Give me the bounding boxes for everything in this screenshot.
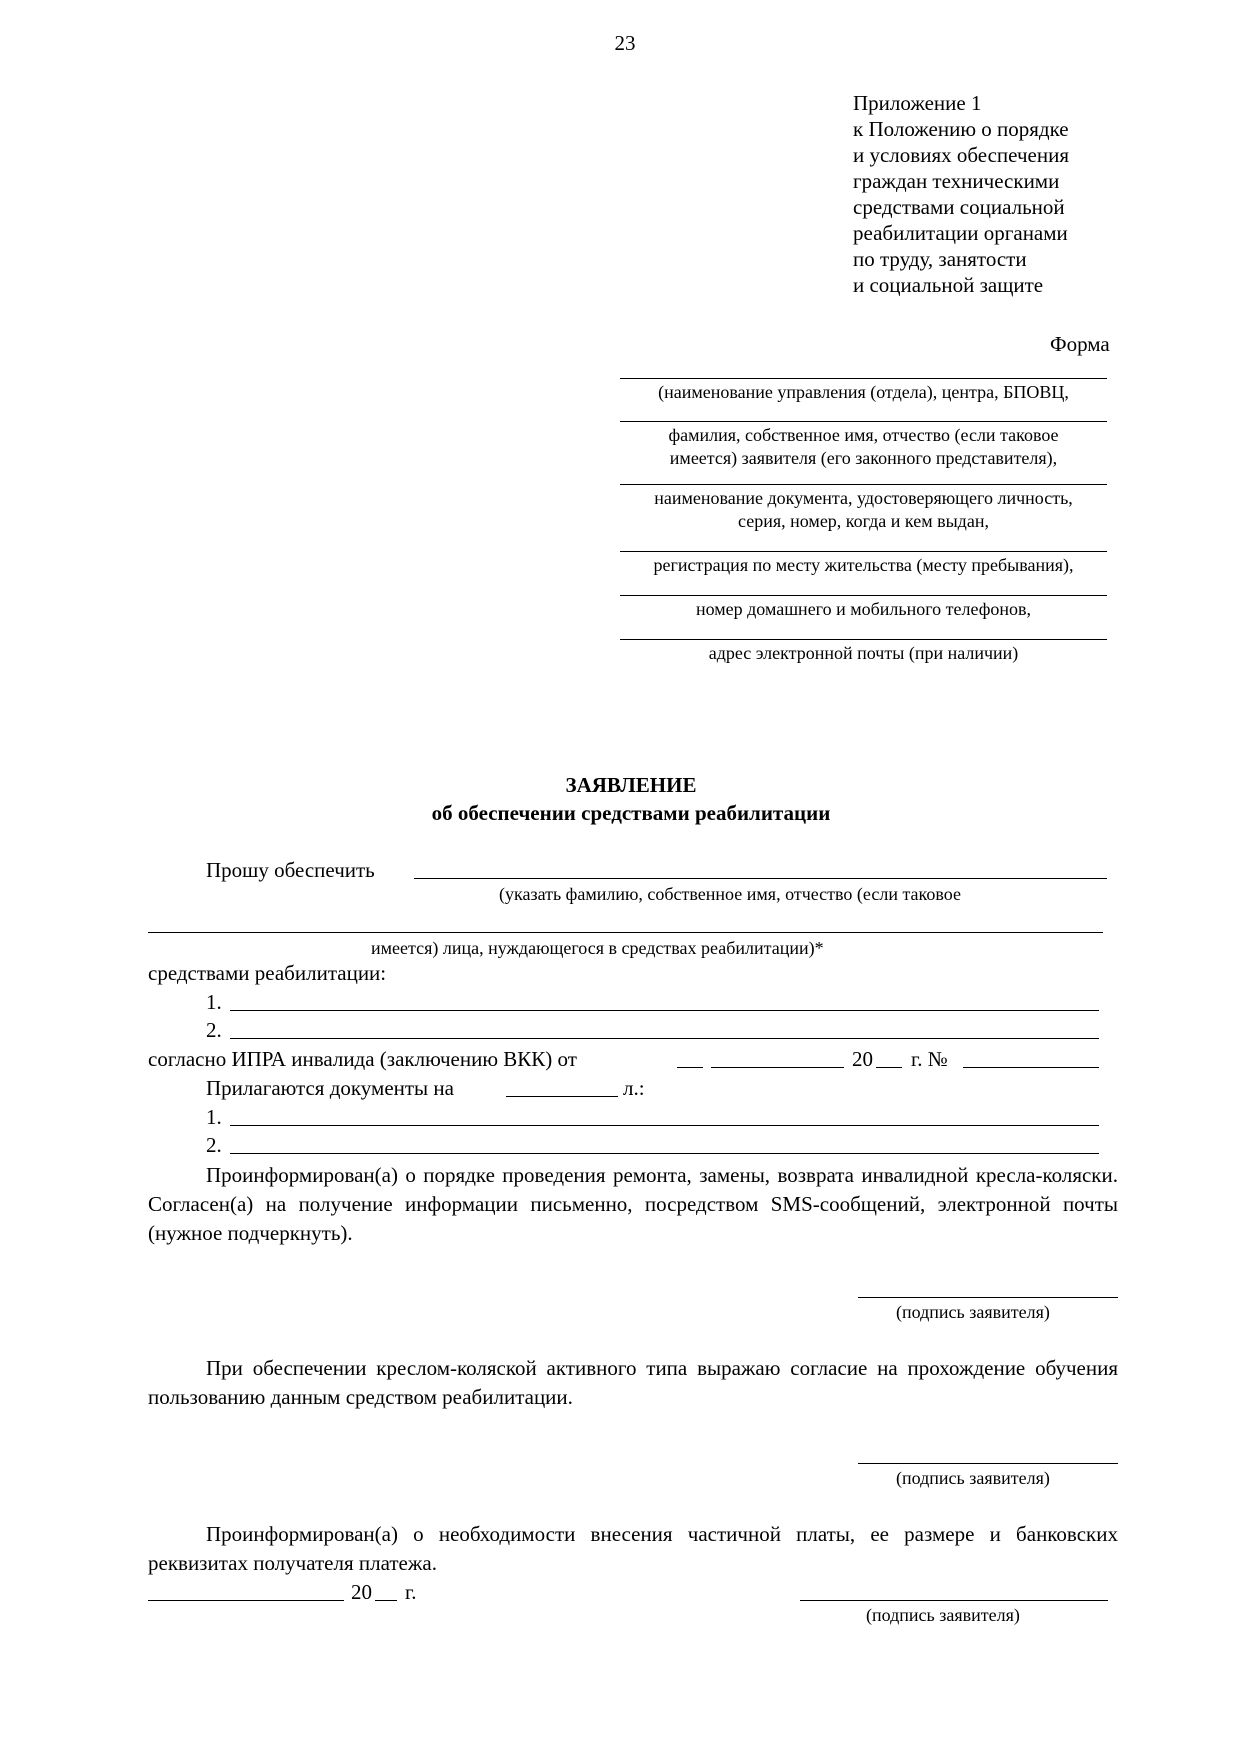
attached-suffix: л.:: [623, 1076, 645, 1100]
document-subtitle: об обеспечении средствами реабилитации: [431, 801, 831, 825]
field-hint: номер домашнего и мобильного телефонов,: [695, 599, 1032, 619]
appendix-block: [853, 90, 1069, 298]
means-item-line[interactable]: [230, 1010, 1099, 1011]
ipra-prefix: согласно ИПРА инвалида (заключению ВКК) от: [148, 1047, 577, 1071]
informed-paragraph-1: Проинформирован(а) о порядке проведения ремонта, замены, возврата инвалидной кресла-коляски. Согласен(а) на получение информации письменно, посредством SMS-сообщений, электронной почты (нужное подчеркнуть).: [148, 1163, 1118, 1245]
document-title: ЗАЯВЛЕНИЕ: [565, 773, 697, 797]
ipra-year-line[interactable]: [876, 1067, 902, 1068]
blank-line[interactable]: [620, 378, 1107, 379]
blank-line[interactable]: [620, 595, 1107, 596]
appendix-line: Приложение 1: [853, 91, 982, 115]
request-name-line-2[interactable]: [148, 932, 1103, 933]
ipra-number-label: г. №: [911, 1047, 948, 1071]
item-number: 2.: [206, 1133, 222, 1157]
request-hint-2: имеется) лица, нуждающегося в средствах реабилитации)*: [371, 938, 824, 958]
appendix-line: к Положению о порядке: [853, 117, 1069, 141]
ipra-day-line[interactable]: [677, 1067, 703, 1068]
field-hint: адрес электронной почты (при наличии): [708, 643, 1019, 663]
item-number: 2.: [206, 1018, 222, 1042]
field-hint: (наименование управления (отдела), центра, БПОВЦ,: [658, 382, 1069, 402]
appendix-line: граждан техническими: [853, 169, 1060, 193]
signature-label: (подпись заявителя): [866, 1605, 1020, 1625]
attached-pages-line[interactable]: [506, 1096, 618, 1097]
appendix-line: и условиях обеспечения: [853, 143, 1069, 167]
blank-line[interactable]: [620, 421, 1107, 422]
ipra-number-line[interactable]: [963, 1067, 1099, 1068]
signature-label: (подпись заявителя): [896, 1468, 1050, 1488]
signature-line[interactable]: [800, 1600, 1108, 1601]
means-label: средствами реабилитации:: [148, 961, 387, 985]
signature-label: (подпись заявителя): [896, 1302, 1050, 1322]
ipra-month-line[interactable]: [711, 1067, 844, 1068]
form-label: Форма: [1050, 332, 1110, 356]
attached-prefix: Прилагаются документы на: [206, 1076, 454, 1100]
date-suffix: г.: [405, 1580, 417, 1604]
request-name-line[interactable]: [414, 878, 1107, 879]
informed-paragraph-2: Проинформирован(а) о необходимости внесения частичной платы, ее размере и банковских реквизитах получателя платежа.: [148, 1522, 1118, 1575]
signature-line[interactable]: [858, 1463, 1118, 1464]
attached-item-line[interactable]: [230, 1153, 1099, 1154]
request-label: Прошу обеспечить: [206, 858, 375, 882]
item-number: 1.: [206, 1105, 222, 1129]
appendix-line: средствами социальной: [853, 195, 1065, 219]
signature-line[interactable]: [858, 1297, 1118, 1298]
blank-line[interactable]: [620, 551, 1107, 552]
appendix-line: и социальной защите: [853, 273, 1044, 297]
attached-item-line[interactable]: [230, 1125, 1099, 1126]
header-fields: [620, 378, 1107, 665]
date-line[interactable]: [148, 1600, 344, 1601]
training-paragraph: При обеспечении креслом-коляской активного типа выражаю согласие на прохождение обучения пользованию данным средством реабилитации.: [148, 1356, 1118, 1409]
field-hint: фамилия, собственное имя, отчество (если таковое: [668, 425, 1059, 445]
field-hint: наименование документа, удостоверяющего личность,: [654, 488, 1073, 508]
blank-line[interactable]: [620, 484, 1107, 485]
request-hint-1: (указать фамилию, собственное имя, отчество (если таковое: [499, 884, 961, 904]
field-hint: серия, номер, когда и кем выдан,: [738, 511, 989, 531]
blank-line[interactable]: [620, 639, 1107, 640]
page-number: 23: [614, 31, 636, 55]
field-hint: имеется) заявителя (его законного представителя),: [669, 448, 1058, 468]
field-hint: регистрация по месту жительства (месту пребывания),: [653, 555, 1074, 575]
date-year: 20: [351, 1580, 372, 1604]
means-item-line[interactable]: [230, 1038, 1099, 1039]
ipra-year: 20: [852, 1047, 873, 1071]
appendix-line: реабилитации органами: [853, 221, 1068, 245]
date-year-line[interactable]: [375, 1600, 397, 1601]
item-number: 1.: [206, 990, 222, 1014]
appendix-line: по труду, занятости: [853, 247, 1027, 271]
